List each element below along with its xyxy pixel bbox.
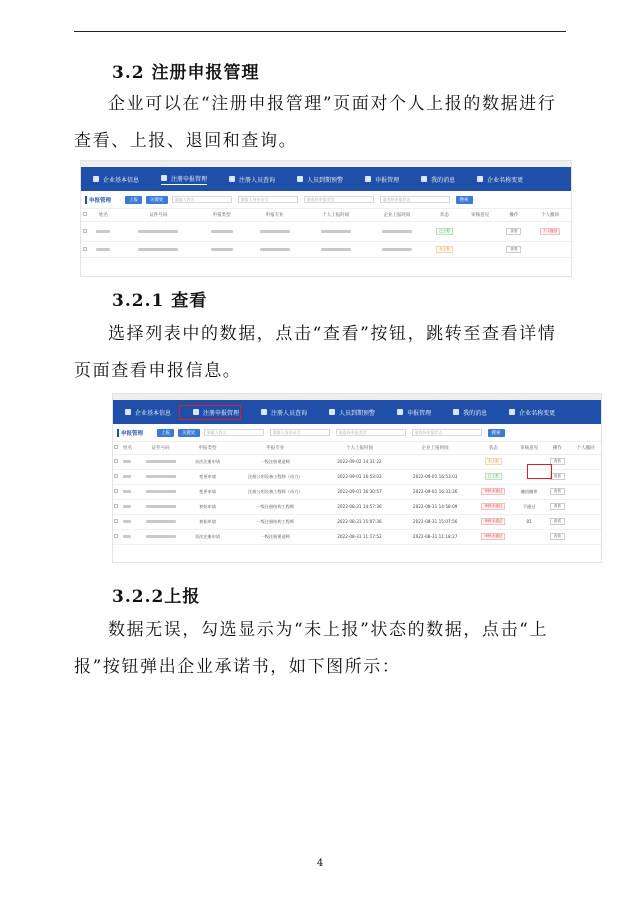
col-name: 姓名 bbox=[89, 209, 118, 221]
row-checkbox[interactable] bbox=[114, 474, 118, 478]
company-time-cell: 2022-08-31 15:07:56 bbox=[412, 519, 458, 524]
list-icon bbox=[161, 175, 167, 181]
table-row bbox=[113, 529, 601, 544]
edit-icon bbox=[509, 409, 515, 415]
return-button[interactable]: 关键处 bbox=[146, 196, 168, 204]
nav-item-company-info[interactable]: 企业基本信息 bbox=[93, 175, 139, 184]
toolbar bbox=[113, 424, 601, 442]
nav-item-personnel-query[interactable]: 注册人员查询 bbox=[261, 408, 307, 417]
paragraph-report: 数据无误，勾选显示为“未上报”状态的数据，点击“上报”按钮弹出企业承诺书，如下图所示： bbox=[74, 620, 549, 677]
row-checkbox[interactable] bbox=[114, 489, 118, 493]
document-icon bbox=[125, 409, 131, 415]
col-personal-time: 个人上报时间 bbox=[322, 442, 398, 454]
toolbar bbox=[81, 191, 571, 209]
col-company-time: 企业上报时间 bbox=[397, 442, 473, 454]
status-badge: 审核未通过 bbox=[481, 533, 505, 540]
view-button[interactable]: 查看 bbox=[550, 473, 565, 480]
type-cell: 首次注册申请 bbox=[194, 533, 221, 539]
page-number: 4 bbox=[316, 858, 324, 869]
status-badge: 未上报 bbox=[436, 246, 453, 253]
nav-item-name-change[interactable]: 企业名称变更 bbox=[477, 175, 523, 184]
search-button[interactable]: 搜索 bbox=[488, 429, 505, 437]
col-major: 申报专业 bbox=[244, 209, 305, 221]
col-id: 证件号码 bbox=[118, 209, 200, 221]
search-icon bbox=[261, 409, 267, 415]
table-row bbox=[81, 221, 571, 241]
col-type: 申报类型 bbox=[186, 442, 229, 454]
col-operation: 操作 bbox=[544, 442, 570, 454]
declaration-table bbox=[113, 442, 601, 545]
col-name: 姓名 bbox=[120, 442, 135, 454]
document-icon bbox=[93, 176, 99, 182]
nav-item-personnel-query[interactable]: 注册人员查询 bbox=[229, 175, 275, 184]
status-badge: 已上报 bbox=[436, 228, 453, 235]
panel-title: 申报管理 bbox=[85, 196, 111, 204]
withdraw-badge[interactable]: 个人撤回 bbox=[540, 228, 560, 235]
view-button[interactable]: 查看 bbox=[506, 228, 521, 235]
top-nav bbox=[81, 167, 571, 191]
folder-icon bbox=[397, 409, 403, 415]
status-badge: 审核未通过 bbox=[481, 488, 505, 495]
message-icon bbox=[421, 176, 427, 182]
header-checkbox[interactable] bbox=[81, 209, 89, 221]
report-button[interactable]: 上报 bbox=[125, 196, 142, 204]
col-withdraw: 个人撤回 bbox=[570, 442, 601, 454]
personal-time-cell: 2022-08-31 11:17:52 bbox=[337, 534, 382, 539]
nav-item-company-info[interactable]: 企业基本信息 bbox=[125, 408, 171, 417]
status-select[interactable]: 请选择申报状态 bbox=[380, 196, 450, 203]
col-company-time: 企业上报时间 bbox=[366, 209, 427, 221]
nav-item-declaration[interactable]: 申报管理 bbox=[365, 175, 399, 184]
status-badge: 未上报 bbox=[485, 458, 502, 465]
col-type: 申报类型 bbox=[199, 209, 244, 221]
opinion-cell: 01 bbox=[526, 519, 532, 524]
status-select[interactable]: 请选择申报状态 bbox=[412, 429, 482, 436]
paragraph-view: 选择列表中的数据，点击“查看”按钮，跳转至查看详情页面查看申报信息。 bbox=[74, 324, 557, 381]
opinion-cell: 不通过 bbox=[522, 503, 536, 509]
personal-time-cell: 2022-08-31 15:07:36 bbox=[337, 519, 382, 524]
company-time-cell: 2022-09-01 16:53:03 bbox=[412, 474, 458, 479]
panel-title: 申报管理 bbox=[117, 429, 143, 437]
nav-item-registration[interactable]: 注册申报管理 bbox=[161, 174, 207, 185]
nav-item-declaration[interactable]: 申报管理 bbox=[397, 408, 431, 417]
section-heading-3-2-2: 3.2.2上报 bbox=[112, 587, 201, 607]
view-button[interactable]: 查看 bbox=[550, 458, 565, 465]
major-cell: 注册公用设备工程师（动力） bbox=[248, 473, 303, 479]
header-checkbox[interactable] bbox=[113, 442, 120, 454]
type-select[interactable]: 请选择申报类型 bbox=[336, 429, 406, 436]
screenshot-declaration-management bbox=[80, 160, 572, 277]
major-cell: 一级注册建造师 bbox=[260, 458, 290, 464]
header-rule bbox=[74, 31, 566, 32]
col-operation: 操作 bbox=[498, 209, 529, 221]
row-checkbox[interactable] bbox=[114, 519, 118, 523]
row-checkbox[interactable] bbox=[114, 504, 118, 508]
person-icon bbox=[297, 176, 303, 182]
table-row bbox=[81, 241, 571, 257]
col-personal-time: 个人上报时间 bbox=[305, 209, 366, 221]
personal-time-cell: 2022-08-31 14:57:36 bbox=[337, 504, 382, 509]
col-withdraw: 个人撤回 bbox=[529, 209, 571, 221]
type-cell: 变更申请 bbox=[199, 488, 216, 494]
id-input[interactable]: 请输入身份证号 bbox=[238, 196, 298, 203]
nav-item-name-change[interactable]: 企业名称变更 bbox=[509, 408, 555, 417]
major-cell: 注册公用设备工程师（动力） bbox=[248, 488, 303, 494]
status-badge: 审核未通过 bbox=[481, 518, 505, 525]
row-checkbox[interactable] bbox=[114, 459, 118, 463]
major-cell: 一级注册结构工程师 bbox=[256, 503, 295, 509]
col-id: 证件号码 bbox=[135, 442, 186, 454]
col-status: 状态 bbox=[428, 209, 462, 221]
section-heading-3-2: 3.2 注册申报管理 bbox=[112, 63, 260, 83]
highlight-view-button bbox=[527, 464, 552, 479]
major-cell: 一级注册建造师 bbox=[260, 533, 290, 539]
view-button[interactable]: 查看 bbox=[550, 488, 565, 495]
type-cell: 初始申请 bbox=[199, 503, 216, 509]
personal-time-cell: 2022-09-01 16:30:57 bbox=[337, 489, 382, 494]
paragraph-intro: 企业可以在“注册申报管理”页面对个人上报的数据进行查看、上报、退回和查询。 bbox=[74, 94, 557, 151]
section-heading-3-2-1: 3.2.1 查看 bbox=[112, 291, 208, 311]
row-checkbox[interactable] bbox=[83, 247, 87, 251]
name-input[interactable]: 请输入姓名 bbox=[204, 429, 264, 436]
nav-item-messages[interactable]: 我的消息 bbox=[453, 408, 487, 417]
name-input[interactable]: 请输入姓名 bbox=[172, 196, 232, 203]
report-button[interactable]: 上报 bbox=[157, 429, 174, 437]
company-time-cell: 2022-09-01 16:31:26 bbox=[412, 489, 458, 494]
nav-item-expiry-warning[interactable]: 人员到期预警 bbox=[329, 408, 375, 417]
folder-icon bbox=[365, 176, 371, 182]
id-input[interactable]: 请输入身份证号 bbox=[270, 429, 330, 436]
view-button[interactable]: 查看 bbox=[506, 246, 521, 253]
nav-item-registration[interactable]: 注册申报管理 bbox=[193, 408, 239, 417]
personal-time-cell: 2022-09-02 14:31:22 bbox=[337, 459, 382, 464]
view-button[interactable]: 查看 bbox=[550, 503, 565, 510]
row-checkbox[interactable] bbox=[114, 534, 118, 538]
nav-item-expiry-warning[interactable]: 人员到期预警 bbox=[297, 175, 343, 184]
col-major: 申报专业 bbox=[229, 442, 322, 454]
edit-icon bbox=[477, 176, 483, 182]
type-select[interactable]: 请选择申报类型 bbox=[304, 196, 374, 203]
type-cell: 首次注册申请 bbox=[194, 458, 221, 464]
col-status: 状态 bbox=[473, 442, 514, 454]
major-cell: 一级注册结构工程师 bbox=[256, 518, 295, 524]
col-opinion: 审核意见 bbox=[514, 442, 545, 454]
message-icon bbox=[453, 409, 459, 415]
company-time-cell: 2022-08-31 11:18:27 bbox=[412, 534, 458, 539]
type-cell: 变更申请 bbox=[199, 473, 216, 479]
search-icon bbox=[229, 176, 235, 182]
view-button[interactable]: 查看 bbox=[550, 533, 565, 540]
highlight-nav-registration bbox=[179, 405, 241, 420]
personal-time-cell: 2022-09-01 16:53:03 bbox=[337, 474, 382, 479]
search-button[interactable]: 搜索 bbox=[456, 196, 473, 204]
table-row bbox=[113, 499, 601, 514]
return-button[interactable]: 关键处 bbox=[178, 429, 200, 437]
company-time-cell: 2022-08-31 14:58:09 bbox=[412, 504, 458, 509]
opinion-cell: 撤回撤审 bbox=[520, 488, 538, 494]
row-checkbox[interactable] bbox=[83, 229, 87, 233]
type-cell: 初始申请 bbox=[199, 518, 216, 524]
status-badge: 已上报 bbox=[485, 473, 502, 480]
table-row bbox=[113, 484, 601, 499]
col-opinion: 审核意见 bbox=[462, 209, 499, 221]
nav-item-messages[interactable]: 我的消息 bbox=[421, 175, 455, 184]
person-icon bbox=[329, 409, 335, 415]
table-row bbox=[113, 514, 601, 529]
view-button[interactable]: 查看 bbox=[550, 518, 565, 525]
status-badge: 审核未通过 bbox=[481, 503, 505, 510]
screenshot-view-declaration bbox=[112, 393, 602, 563]
declaration-table bbox=[81, 209, 571, 258]
